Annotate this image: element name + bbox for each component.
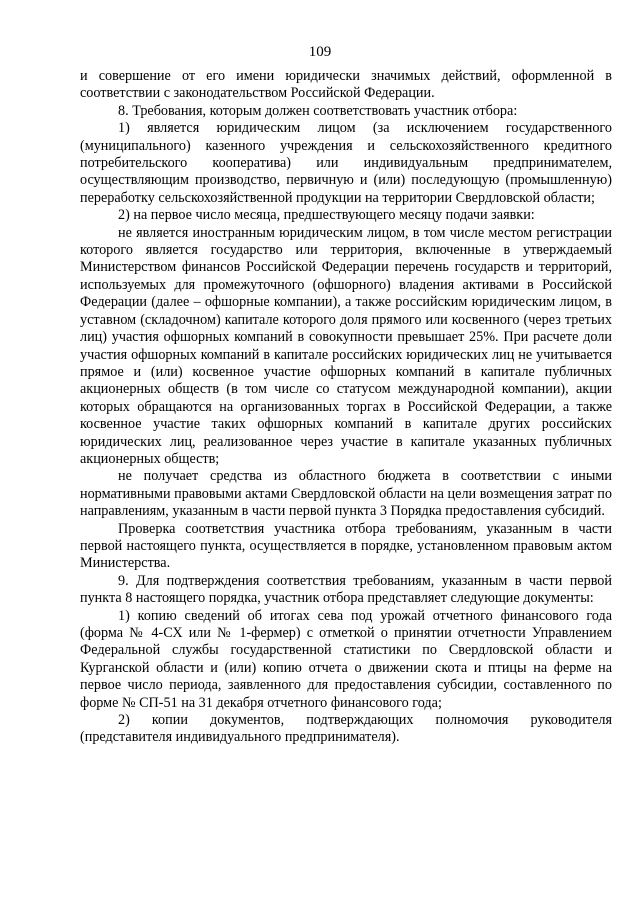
- paragraph-clause-9: 9. Для подтверждения соответствия требованиям, указанным в части первой пункта 8 настоящего порядка, участник отбора представляет следующие документы:: [80, 572, 612, 607]
- paragraph-requirement-1: 1) является юридическим лицом (за исключением государственного (муниципального) казенного учреждения и сельскохозяйственного кредитного потребительского кооператива) или индивидуальным предпринимателем, осуществляющим производство, первичную и (или) последующую (промышленную) переработку сельскохозяйственной продукции на территории Свердловской области;: [80, 120, 612, 206]
- paragraph-verification: Проверка соответствия участника отбора требованиям, указанным в части первой настоящего пункта, осуществляется в порядке, установленном правовым актом Министерства.: [80, 520, 612, 572]
- paragraph-budget-condition: не получает средства из областного бюджета в соответствии с иными нормативными правовыми актами Свердловской области на цели возмещения затрат по направлениям, указанным в части первой пункта 3 Порядка предоставления субсидий.: [80, 468, 612, 520]
- paragraph-continuation: и совершение от его имени юридически значимых действий, оформленной в соответствии с законодательством Российской Федерации.: [80, 68, 612, 102]
- paragraph-requirement-2: 2) на первое число месяца, предшествующего месяцу подачи заявки:: [118, 207, 535, 224]
- document-body: [80, 68, 612, 747]
- paragraph-offshore-condition: не является иностранным юридическим лицом, в том числе местом регистрации которого является государство или территория, включенные в утверждаемый Министерством финансов Российской Федерации перечень государств и территорий, используемых для промежуточного (офшорного) владения активами в Российской Федерации (далее – офшорные компании), а также российским юридическим лицом, в уставном (складочном) капитале которого доля прямого или косвенного (через третьих лиц) участия офшорных компаний в совокупности превышает 25%. При расчете доли участия офшорных компаний в капитале российских юридических лиц не учитывается прямое и (или) косвенное участие офшорных компаний в капитале публичных акционерных обществ (в том числе со статусом международной компании), акции которых обращаются на организованных торгах в Российской Федерации, а также косвенное участие таких офшорных компаний в капитале других российских юридических лиц, реализованное через участие в капитале указанных публичных акционерных обществ;: [80, 224, 612, 467]
- paragraph-document-1: 1) копию сведений об итогах сева под урожай отчетного финансового года (форма № 4-СХ или № 1-фермер) с отметкой о принятии отчетности Управлением Федеральной службы государственной статистики по Свердловской области и Курганской области и (или) копию отчета о движении скота и птицы на ферме на первое число периода, заявленного для предоставления субсидии, составленного по форме № СП-51 на 31 декабря отчетного финансового года;: [80, 607, 612, 711]
- paragraph-clause-8: 8. Требования, которым должен соответствовать участник отбора:: [118, 102, 518, 119]
- page-number: 109: [308, 44, 332, 60]
- paragraph-document-2: 2) копии документов, подтверждающих полномочия руководителя (представителя индивидуального предпринимателя).: [80, 712, 612, 746]
